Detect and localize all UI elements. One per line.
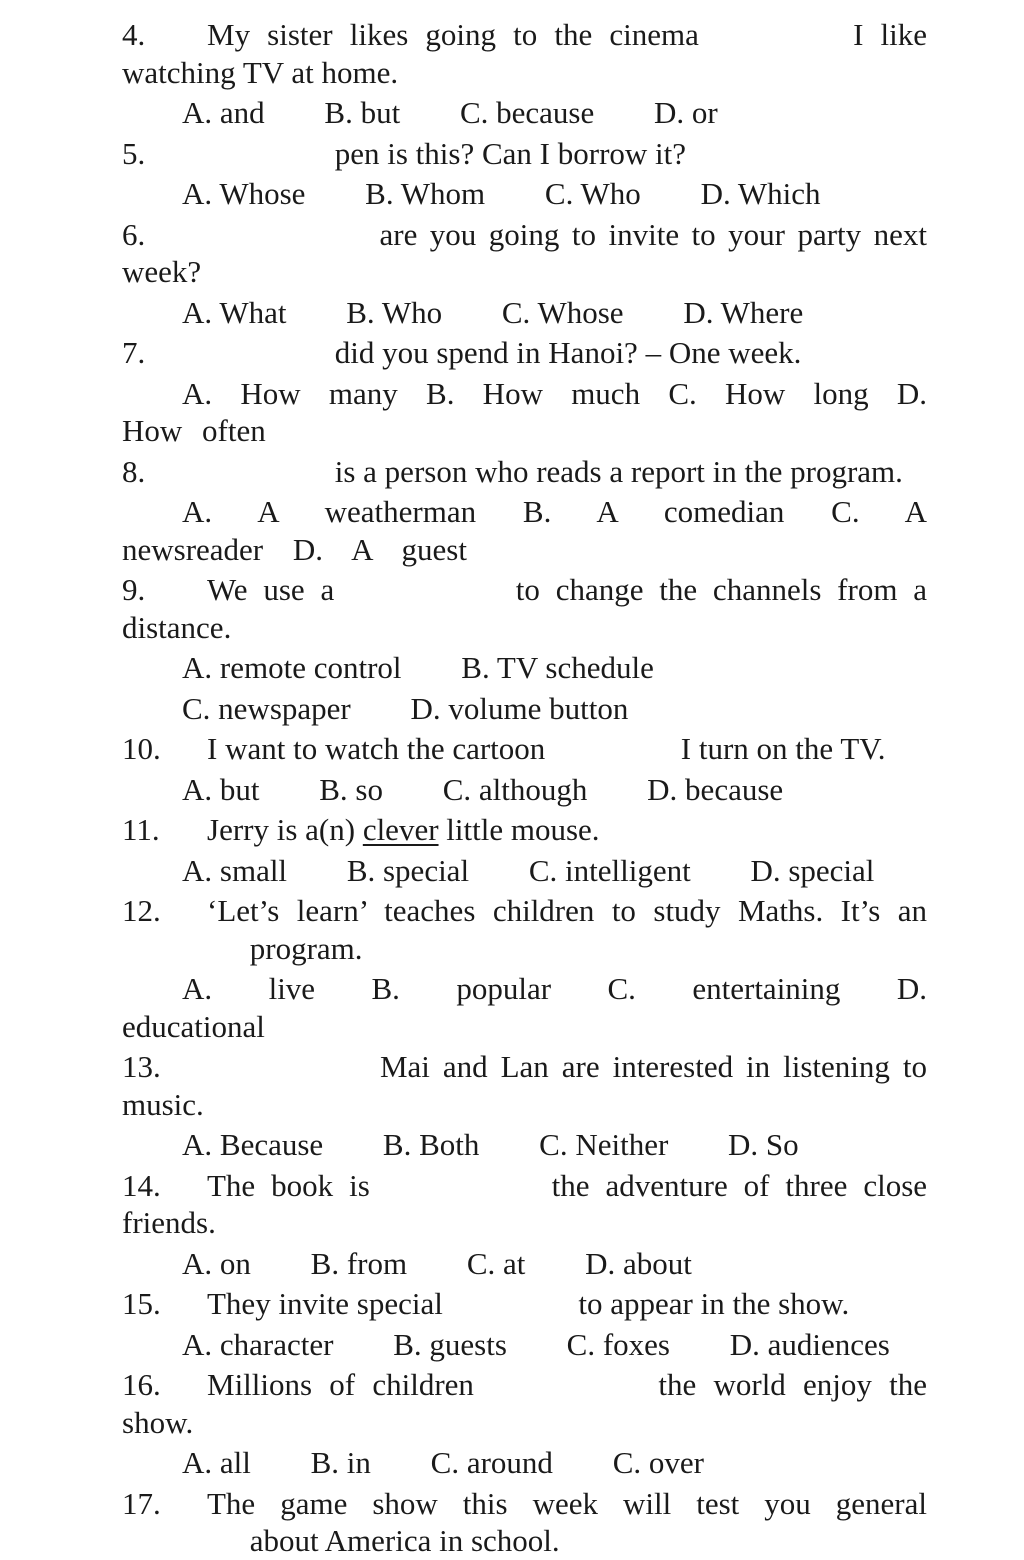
option-d: D. volume button bbox=[410, 690, 629, 726]
option-c: C. How long bbox=[668, 375, 869, 411]
option-c: C. Neither bbox=[539, 1127, 669, 1162]
option-a: A. on bbox=[182, 1245, 251, 1281]
question-text: I want to watch the cartoon bbox=[207, 731, 546, 766]
option-a: A. Whose bbox=[182, 176, 306, 211]
question-11-stem bbox=[122, 811, 927, 849]
question-number: 12. bbox=[122, 893, 161, 928]
question-9-options-row-2 bbox=[122, 690, 927, 728]
question-number: 6. bbox=[122, 216, 146, 252]
question-text: The book is bbox=[207, 1167, 370, 1203]
question-9-stem bbox=[122, 571, 927, 646]
option-a: A. remote control bbox=[182, 650, 402, 685]
question-text: little mouse. bbox=[446, 812, 600, 847]
question-7-stem bbox=[122, 334, 927, 372]
question-number: 17. bbox=[122, 1485, 161, 1521]
question-13-stem bbox=[122, 1048, 927, 1123]
question-17-stem bbox=[122, 1485, 927, 1560]
question-text: I like watching TV at home. bbox=[122, 17, 928, 90]
question-text: are you going to invite to your party next week? bbox=[122, 216, 928, 289]
option-c: C. intelligent bbox=[528, 852, 691, 888]
option-b: B. TV schedule bbox=[461, 650, 654, 685]
option-b: B. Both bbox=[382, 1127, 480, 1162]
question-12-stem bbox=[122, 892, 927, 967]
option-c: C. because bbox=[459, 95, 595, 130]
option-d: D. educational bbox=[122, 971, 927, 1044]
option-c-duplicate: C. over bbox=[612, 1445, 704, 1480]
question-text: pen is this? Can I borrow it? bbox=[334, 135, 687, 171]
question-number: 5. bbox=[122, 135, 146, 171]
question-12-options bbox=[122, 970, 927, 1045]
option-b: B. special bbox=[346, 852, 470, 888]
option-c: C. foxes bbox=[566, 1326, 670, 1362]
question-number: 16. bbox=[122, 1367, 161, 1402]
question-number: 8. bbox=[122, 453, 146, 489]
option-b: B. Who bbox=[346, 294, 443, 330]
option-a: A. A weatherman bbox=[182, 494, 477, 529]
question-text: to appear in the show. bbox=[578, 1286, 850, 1321]
option-a: A. What bbox=[182, 294, 287, 330]
question-text: They invite special bbox=[207, 1286, 443, 1321]
option-b: B. but bbox=[324, 95, 401, 130]
question-11-options bbox=[122, 852, 927, 890]
question-8-options bbox=[122, 493, 927, 568]
question-15-options bbox=[122, 1326, 927, 1364]
question-4-stem bbox=[122, 16, 927, 91]
option-d: D. Which bbox=[700, 176, 821, 211]
option-d: D. or bbox=[653, 95, 718, 130]
option-b: B. in bbox=[310, 1445, 371, 1480]
question-number: 13. bbox=[122, 1049, 161, 1084]
question-number: 11. bbox=[122, 812, 160, 847]
option-c: C. entertaining bbox=[607, 971, 841, 1006]
question-4-options bbox=[122, 94, 927, 132]
option-c: C. at bbox=[466, 1245, 526, 1281]
option-a: A. all bbox=[182, 1445, 251, 1480]
option-b: B. A comedian bbox=[522, 494, 785, 529]
question-text: Jerry is a(n) bbox=[207, 812, 356, 847]
option-c: C. A newsreader bbox=[122, 494, 928, 567]
question-number: 15. bbox=[122, 1286, 161, 1321]
underlined-word: clever bbox=[362, 812, 439, 847]
option-d: D. because bbox=[647, 771, 784, 807]
question-text: ‘Let’s learn’ teaches children to study Maths. It’s an bbox=[207, 893, 927, 928]
question-text: did you spend in Hanoi? – One week. bbox=[334, 335, 802, 370]
question-number: 7. bbox=[122, 335, 146, 370]
option-c: C. around bbox=[430, 1445, 553, 1480]
question-text: Mai and Lan are interested in listening to music. bbox=[122, 1049, 927, 1122]
option-b: B. popular bbox=[371, 971, 552, 1006]
option-d: D. Where bbox=[683, 294, 804, 330]
question-number: 4. bbox=[122, 17, 146, 52]
question-number: 10. bbox=[122, 731, 161, 766]
question-text: the world enjoy the show. bbox=[122, 1367, 927, 1440]
option-b: B. guests bbox=[393, 1326, 507, 1362]
question-10-stem bbox=[122, 730, 927, 768]
question-text: Millions of children bbox=[207, 1367, 474, 1402]
option-c: C. Whose bbox=[501, 294, 624, 330]
option-c: C. although bbox=[442, 771, 588, 807]
option-a: A. but bbox=[182, 771, 260, 807]
question-number: 14. bbox=[122, 1167, 161, 1203]
option-d: D. audiences bbox=[729, 1326, 890, 1362]
option-a: A. and bbox=[182, 95, 265, 130]
question-16-stem bbox=[122, 1366, 927, 1441]
question-text: to change the channels from a distance. bbox=[122, 572, 927, 645]
question-5-stem bbox=[122, 135, 927, 173]
question-15-stem bbox=[122, 1285, 927, 1323]
question-16-options bbox=[122, 1444, 927, 1482]
question-10-options bbox=[122, 771, 927, 809]
question-text: is a person who reads a report in the program. bbox=[334, 453, 903, 489]
question-text: program. bbox=[249, 930, 363, 966]
option-a: A. How many bbox=[182, 375, 398, 411]
question-9-options-row-1 bbox=[122, 649, 927, 687]
option-b: B. Whom bbox=[365, 176, 486, 211]
question-6-stem bbox=[122, 216, 927, 291]
question-5-options bbox=[122, 175, 927, 213]
question-14-stem bbox=[122, 1167, 927, 1242]
option-d: D. So bbox=[728, 1127, 799, 1162]
question-number: 9. bbox=[122, 572, 146, 607]
option-a: A. live bbox=[182, 971, 316, 1006]
question-7-options bbox=[122, 375, 927, 450]
option-d: D. A guest bbox=[292, 531, 467, 567]
question-8-stem bbox=[122, 453, 927, 491]
question-text: We use a bbox=[207, 572, 335, 607]
question-13-options bbox=[122, 1126, 927, 1164]
option-d: D. about bbox=[585, 1245, 692, 1281]
option-b: B. How much bbox=[426, 375, 641, 411]
question-6-options bbox=[122, 294, 927, 332]
question-text: I turn on the TV. bbox=[680, 731, 886, 766]
question-14-options bbox=[122, 1245, 927, 1283]
option-c: C. Who bbox=[544, 176, 641, 211]
option-b: B. so bbox=[319, 771, 383, 807]
question-text: The game show this week will test you general bbox=[207, 1485, 927, 1521]
question-text: the adventure of three close friends. bbox=[122, 1167, 928, 1240]
question-first-line bbox=[122, 1485, 927, 1523]
option-d: D. How often bbox=[122, 375, 928, 448]
option-d: D. special bbox=[750, 852, 875, 888]
question-text: about America in school. bbox=[249, 1523, 560, 1558]
option-c: C. newspaper bbox=[182, 690, 351, 726]
option-a: A. Because bbox=[182, 1127, 324, 1162]
option-a: A. small bbox=[182, 852, 288, 888]
option-a: A. character bbox=[182, 1326, 334, 1362]
question-text: My sister likes going to the cinema bbox=[207, 17, 699, 52]
option-b: B. from bbox=[310, 1245, 408, 1281]
